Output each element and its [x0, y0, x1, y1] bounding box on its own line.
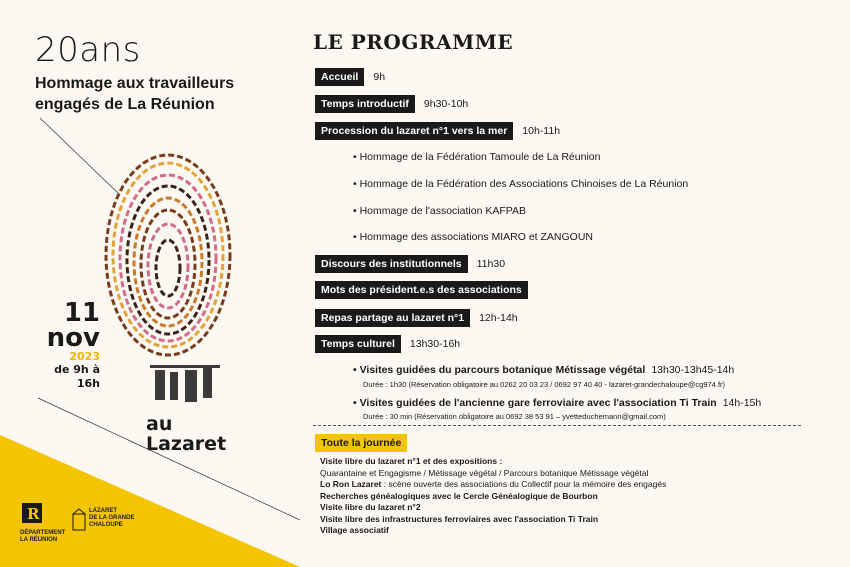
allday-label: Toute la journée: [315, 434, 407, 452]
hommage-bullet: • Hommage de la Fédération des Associations Chinoises de La Réunion: [353, 178, 689, 190]
place-line-2: Lazaret: [146, 433, 227, 455]
visit-item: [353, 364, 734, 376]
item-time: 9h: [373, 71, 386, 83]
visit-note: Durée : 1h30 (Réservation obligatoire au 0262 20 03 23 / 0692 97 40 40 - lazaret-grandechaloupe@cg974.fr): [363, 380, 726, 389]
allday-line-rest: : scène ouverte des associations du Collectif pour la mémoire des engagés: [381, 479, 667, 489]
date-year: 2023: [69, 350, 100, 363]
hommage-line-2: engagés de La Réunion: [35, 96, 215, 113]
programme-item: [315, 281, 537, 299]
divider: [313, 425, 801, 426]
left-panel: [0, 0, 300, 567]
programme-title: LE PROGRAMME: [313, 30, 514, 54]
programme-item: [315, 335, 460, 353]
allday-line-bold: Lo Ron Lazaret: [320, 479, 382, 489]
item-time: 13h30-16h: [409, 338, 461, 350]
item-label: Discours des institutionnels: [315, 255, 468, 273]
departement-logo: [20, 503, 64, 544]
allday-list: [320, 456, 666, 537]
fingerprint-illustration: [0, 0, 300, 567]
visit-note: Durée : 30 min (Réservation obligatoire au 0692 38 53 91 – yvetteduchemann@gmail.com): [363, 412, 666, 421]
item-time: 12h-14h: [479, 312, 518, 324]
hommage-bullet: • Hommage de la Fédération Tamoule de La Réunion: [353, 151, 601, 163]
visit-time: 14h-15h: [722, 397, 762, 409]
visit-item: [353, 397, 761, 409]
event-place: [146, 414, 226, 454]
visit-title: • Visites guidées du parcours botanique Métissage végétal: [353, 364, 646, 376]
allday-line: Visite libre du lazaret n°2: [320, 502, 421, 512]
programme-panel: [313, 0, 833, 567]
hommage-line-1: Hommage aux travailleurs: [35, 75, 235, 92]
item-time: 11h30: [476, 258, 506, 270]
date-hours: de 9h à 16h: [54, 363, 100, 390]
lazaret-logo: [72, 508, 142, 532]
date-month: nov: [46, 323, 100, 353]
programme-item: [315, 122, 560, 140]
departement-logo-text: DÉPARTEMENT LA RÉUNION: [20, 530, 66, 543]
allday-line: [320, 479, 666, 491]
allday-line: Quarantaine et Engagisme / Métissage végétal / Parcours botanique Métissage végétal: [320, 467, 649, 478]
item-label: Temps introductif: [315, 95, 415, 113]
item-label: Repas partage au lazaret n°1: [315, 309, 470, 327]
allday-line: Visite libre des infrastructures ferroviaires avec l'association Ti Train: [320, 513, 599, 524]
item-label: Procession du lazaret n°1 vers la mer: [315, 122, 513, 140]
anniversary-title: 20ans: [35, 30, 141, 70]
place-line-1: au: [146, 413, 173, 435]
allday-line: Visite libre du lazaret n°1 et des expositions :: [320, 456, 503, 466]
hommage-bullet: • Hommage de l'association KAFPAB: [353, 205, 526, 217]
departement-r-icon: [20, 503, 44, 525]
item-time: 9h30-10h: [423, 98, 469, 110]
lazaret-logo-line-3: CHALOUPE: [89, 522, 123, 528]
programme-item: [315, 255, 505, 273]
item-label: Temps culturel: [315, 335, 401, 353]
visit-time: 13h30-13h45-14h: [651, 364, 735, 376]
lazaret-logo-line-1: LAZARET: [89, 508, 117, 514]
item-label: Mots des président.e.s des associations: [315, 281, 528, 299]
lazaret-building-icon: [72, 508, 86, 532]
programme-item: [315, 309, 518, 327]
allday-line: Village associatif: [320, 525, 389, 535]
item-time: 10h-11h: [522, 125, 561, 137]
date-day: 11: [63, 298, 100, 328]
lazaret-logo-line-2: DE LA GRANDE: [89, 515, 135, 521]
hommage-bullet: • Hommage des associations MIARO et ZANGOUN: [353, 231, 593, 243]
programme-item: [315, 95, 468, 113]
event-date: [30, 300, 100, 391]
visit-title: • Visites guidées de l'ancienne gare ferroviaire avec l'association Ti Train: [353, 397, 717, 409]
allday-line: Recherches généalogiques avec le Cercle Généalogique de Bourbon: [320, 490, 598, 501]
programme-item: [315, 68, 385, 86]
svg-text:R: R: [27, 505, 40, 523]
item-label: Accueil: [315, 68, 364, 86]
